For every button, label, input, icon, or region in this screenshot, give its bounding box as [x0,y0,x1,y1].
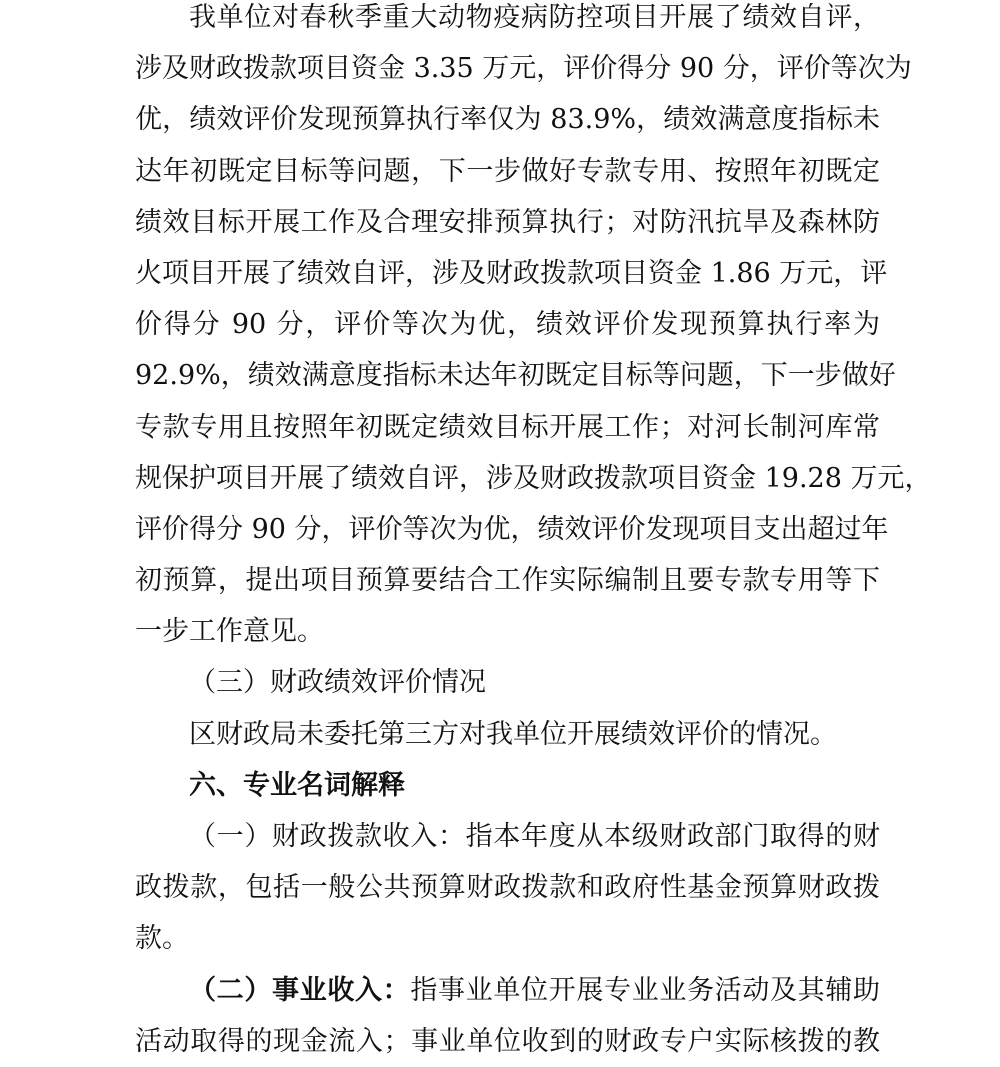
text-line: 优，绩效评价发现预算执行率仅为 83.9%，绩效满意度指标未 [135,104,880,136]
text-line: 专款专用且按照年初既定绩效目标开展工作；对河长制河库常 [135,411,880,443]
text-line: 价得分 90 分，评价等次为优，绩效评价发现预算执行率为 [135,309,880,341]
text-line: 涉及财政拨款项目资金 3.35 万元，评价得分 90 分，评价等次为 [135,53,912,85]
text-line: 活动取得的现金流入；事业单位收到的财政专户实际核拨的教 [135,1025,880,1057]
text-line: 初预算，提出项目预算要结合工作实际编制且要专款专用等下 [135,565,880,597]
section-heading-terms: 六、专业名词解释 [189,769,405,801]
text-line: 规保护项目开展了绩效自评，涉及财政拨款项目资金 19.28 万元， [135,462,932,494]
term-text: 指本年度从本级财政部门取得的财 [465,821,881,852]
text-line: 一步工作意见。 [135,616,324,648]
text-line: 92.9%，绩效满意度指标未达年初既定目标等问题，下一步做好 [135,360,896,392]
text-line: 绩效目标开展工作及合理安排预算执行；对防汛抗旱及森林防 [135,206,880,238]
text-line: 火项目开展了绩效自评，涉及财政拨款项目资金 1.86 万元，评 [135,257,888,289]
text-line: 达年初既定目标等问题，下一步做好专款专用、按照年初既定 [135,155,880,187]
term-business-income [135,965,880,1067]
term-fiscal-appropriation-income [135,811,880,965]
text-line: 评价得分 90 分，评价等次为优，绩效评价发现项目支出超过年 [135,513,889,545]
paragraph-third-party-evaluation: 区财政局未委托第三方对我单位开展绩效评价的情况。 [189,718,837,750]
paragraph-performance-self-evaluation [135,0,932,657]
text-line: 款。 [135,923,189,955]
text-line: 我单位对春秋季重大动物疫病防控项目开展了绩效自评， [189,2,880,33]
term-text: 指事业单位开展专业业务活动及其辅助 [410,974,881,1006]
document-page [135,0,932,1067]
term-label: （一）财政拨款收入： [189,821,466,852]
text-line [135,965,880,1016]
term-label: （二）事业收入： [189,974,411,1006]
text-line: 政拨款，包括一般公共预算财政拨款和政府性基金预算财政拨 [135,872,880,904]
text-line [135,811,880,862]
subheading-fiscal-evaluation: （三）财政绩效评价情况 [189,667,486,699]
